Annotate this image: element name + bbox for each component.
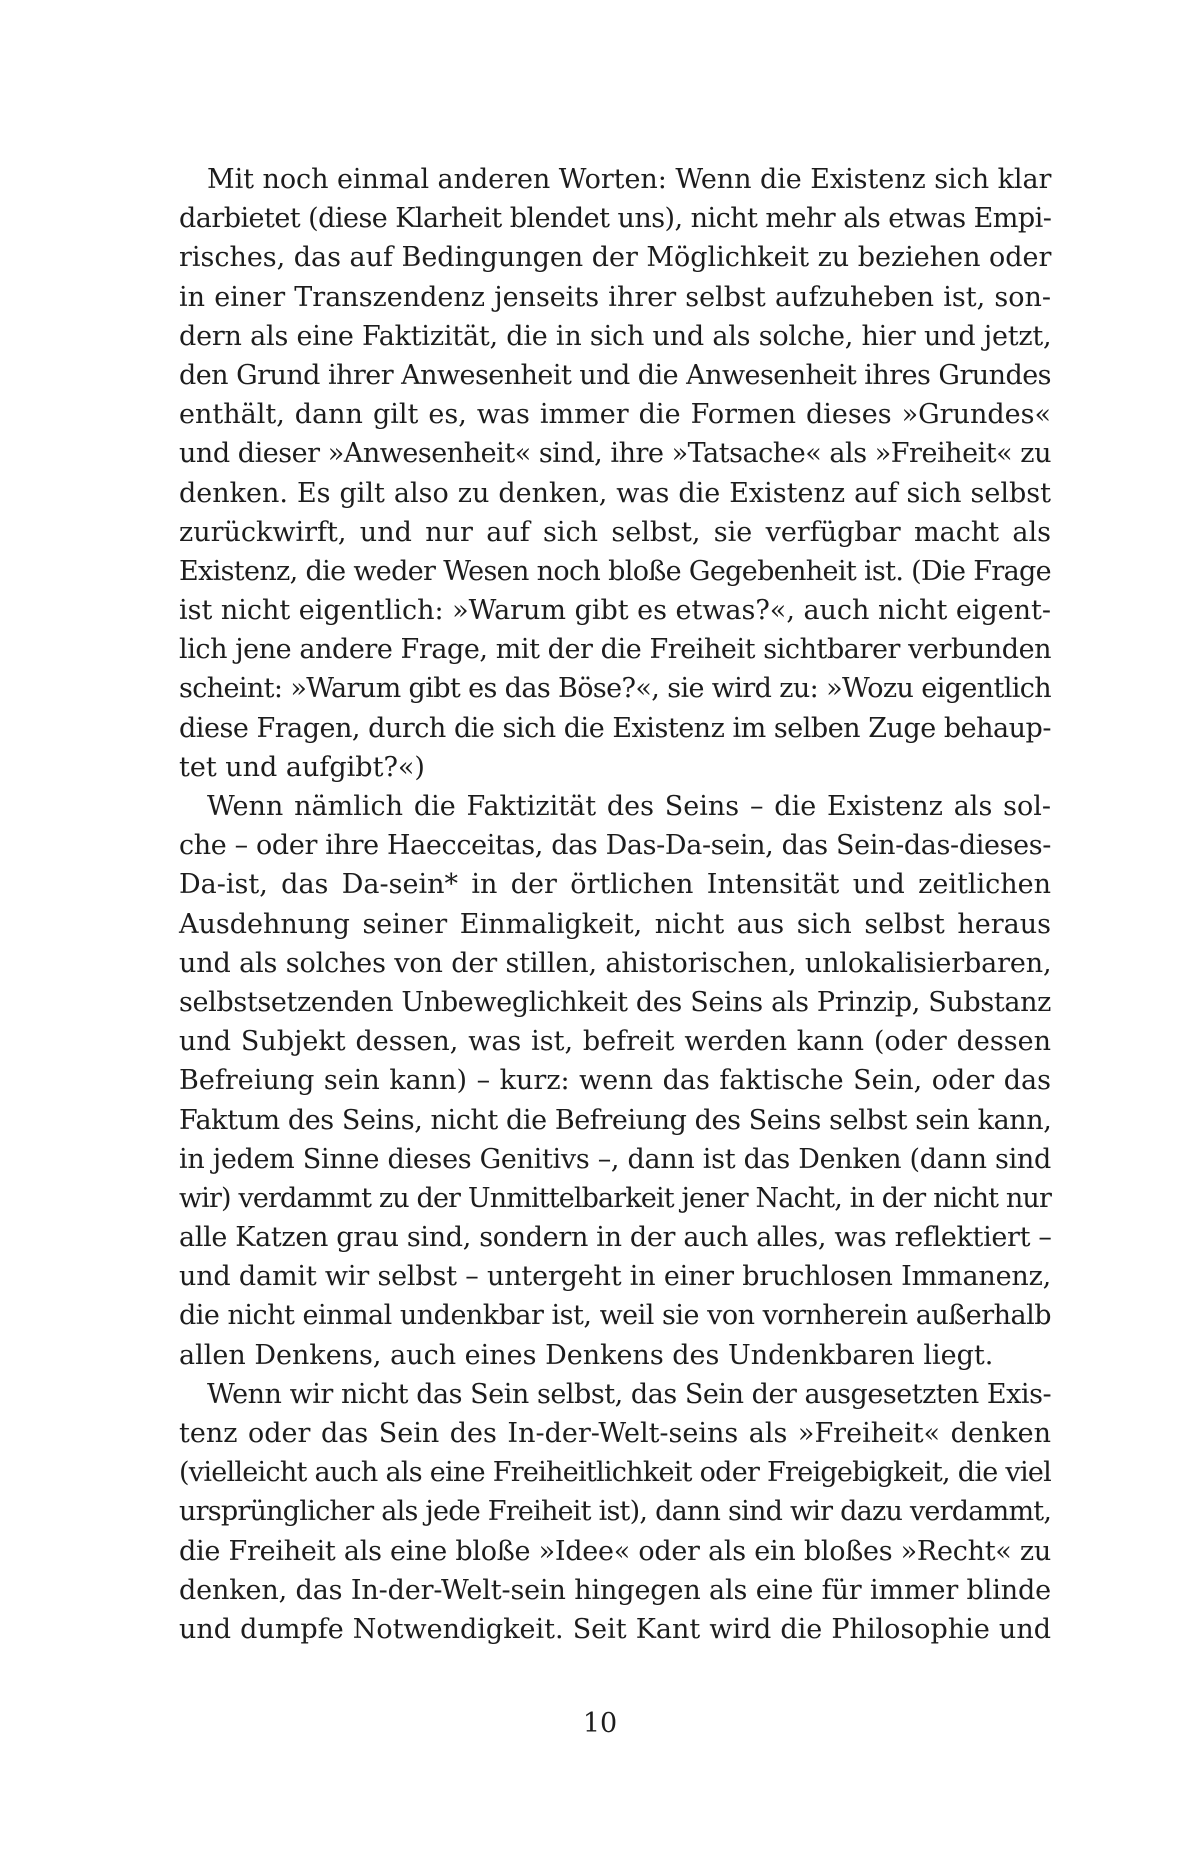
text-line: in jedem Sinne dieses Genitivs –, dann ist das Denken (dann sind xyxy=(179,1143,1051,1175)
text-line: enthält, dann gilt es, was immer die Formen dieses »Grundes« xyxy=(179,399,1051,431)
text-line: tet und aufgibt?«) xyxy=(179,751,425,783)
text-line: (vielleicht auch als eine Freiheitlichkeit oder Freigebigkeit, die viel xyxy=(179,1457,1051,1489)
text-line: und dieser »Anwesenheit« sind, ihre »Tatsache« als »Freiheit« zu xyxy=(179,438,1051,470)
text-line: Existenz, die weder Wesen noch bloße Gegebenheit ist. (Die Frage xyxy=(179,555,1051,587)
text-line: darbietet (diese Klarheit blendet uns), nicht mehr als etwas Empi- xyxy=(179,203,1052,235)
text-line: tenz oder das Sein des In-der-Welt-seins als »Freiheit« denken xyxy=(179,1418,1051,1449)
text-line: ist nicht eigentlich: »Warum gibt es etwas?«, auch nicht eigent- xyxy=(179,595,1051,627)
text-line: lich jene andere Frage, mit der die Freiheit sichtbarer verbunden xyxy=(179,634,1052,666)
text-line: dern als eine Faktizität, die in sich und als solche, hier und jetzt, xyxy=(179,320,1052,352)
text-line: risches, das auf Bedingungen der Möglichkeit zu beziehen oder xyxy=(179,242,1052,274)
text-line: Wenn nämlich die Faktizität des Seins – die Existenz als sol- xyxy=(207,791,1051,822)
text-line: scheint: »Warum gibt es das Böse?«, sie wird zu: »Wozu eigentlich xyxy=(179,673,1052,705)
text-line: wir) verdammt zu der Unmittelbarkeit jener Nacht, in der nicht nur xyxy=(179,1182,1051,1214)
text-line: Befreiung sein kann) – kurz: wenn das faktische Sein, oder das xyxy=(179,1065,1051,1097)
text-line: Da-ist, das Da-sein* in der örtlichen Intensität und zeitlichen xyxy=(179,869,1051,901)
text-line: und Subjekt dessen, was ist, befreit werden kann (oder dessen xyxy=(179,1026,1051,1058)
body-text xyxy=(179,160,1051,1649)
text-line: alle Katzen grau sind, sondern in der auch alles, was reflektiert – xyxy=(179,1222,1052,1254)
text-line: Wenn wir nicht das Sein selbst, das Sein der ausgesetzten Exis- xyxy=(207,1378,1052,1410)
text-line: denken, das In-der-Welt-sein hingegen als eine für immer blinde xyxy=(179,1574,1051,1606)
text-line: selbstsetzenden Unbeweglichkeit des Seins als Prinzip, Substanz xyxy=(179,986,1051,1018)
text-line: und damit wir selbst – untergeht in einer bruchlosen Immanenz, xyxy=(179,1261,1052,1293)
text-line: zurückwirft, und nur auf sich selbst, sie verfügbar macht als xyxy=(179,516,1051,548)
text-line: die Freiheit als eine bloße »Idee« oder als ein bloßes »Recht« zu xyxy=(179,1535,1051,1567)
text-line: und dumpfe Notwendigkeit. Seit Kant wird die Philosophie und xyxy=(179,1613,1051,1645)
text-line: Mit noch einmal anderen Worten: Wenn die Existenz sich klar xyxy=(207,164,1052,195)
text-line: Ausdehnung seiner Einmaligkeit, nicht aus sich selbst heraus xyxy=(179,908,1051,940)
paragraph-1 xyxy=(179,160,1051,787)
text-line: allen Denkens, auch eines Denkens des Undenkbaren liegt. xyxy=(179,1339,994,1371)
paragraph-2 xyxy=(179,787,1051,1375)
text-line: denken. Es gilt also zu denken, was die Existenz auf sich selbst xyxy=(179,477,1051,509)
text-line: diese Fragen, durch die sich die Existenz im selben Zuge behaup- xyxy=(179,712,1051,744)
text-line: Faktum des Seins, nicht die Befreiung des Seins selbst sein kann, xyxy=(179,1104,1052,1136)
text-line: che – oder ihre Haecceitas, das Das-Da-sein, das Sein-das-dieses- xyxy=(179,830,1052,862)
text-line: ursprünglicher als jede Freiheit ist), dann sind wir dazu verdammt, xyxy=(179,1496,1052,1528)
text-line: und als solches von der stillen, ahistorischen, unlokalisierbaren, xyxy=(179,947,1052,979)
text-line: in einer Transzendenz jenseits ihrer selbst aufzuheben ist, son- xyxy=(179,281,1051,313)
text-line: die nicht einmal undenkbar ist, weil sie von vornherein außerhalb xyxy=(179,1300,1051,1332)
text-line: den Grund ihrer Anwesenheit und die Anwesenheit ihres Grundes xyxy=(179,359,1051,391)
page-number: 10 xyxy=(582,1708,618,1739)
paragraph-3 xyxy=(179,1375,1051,1649)
